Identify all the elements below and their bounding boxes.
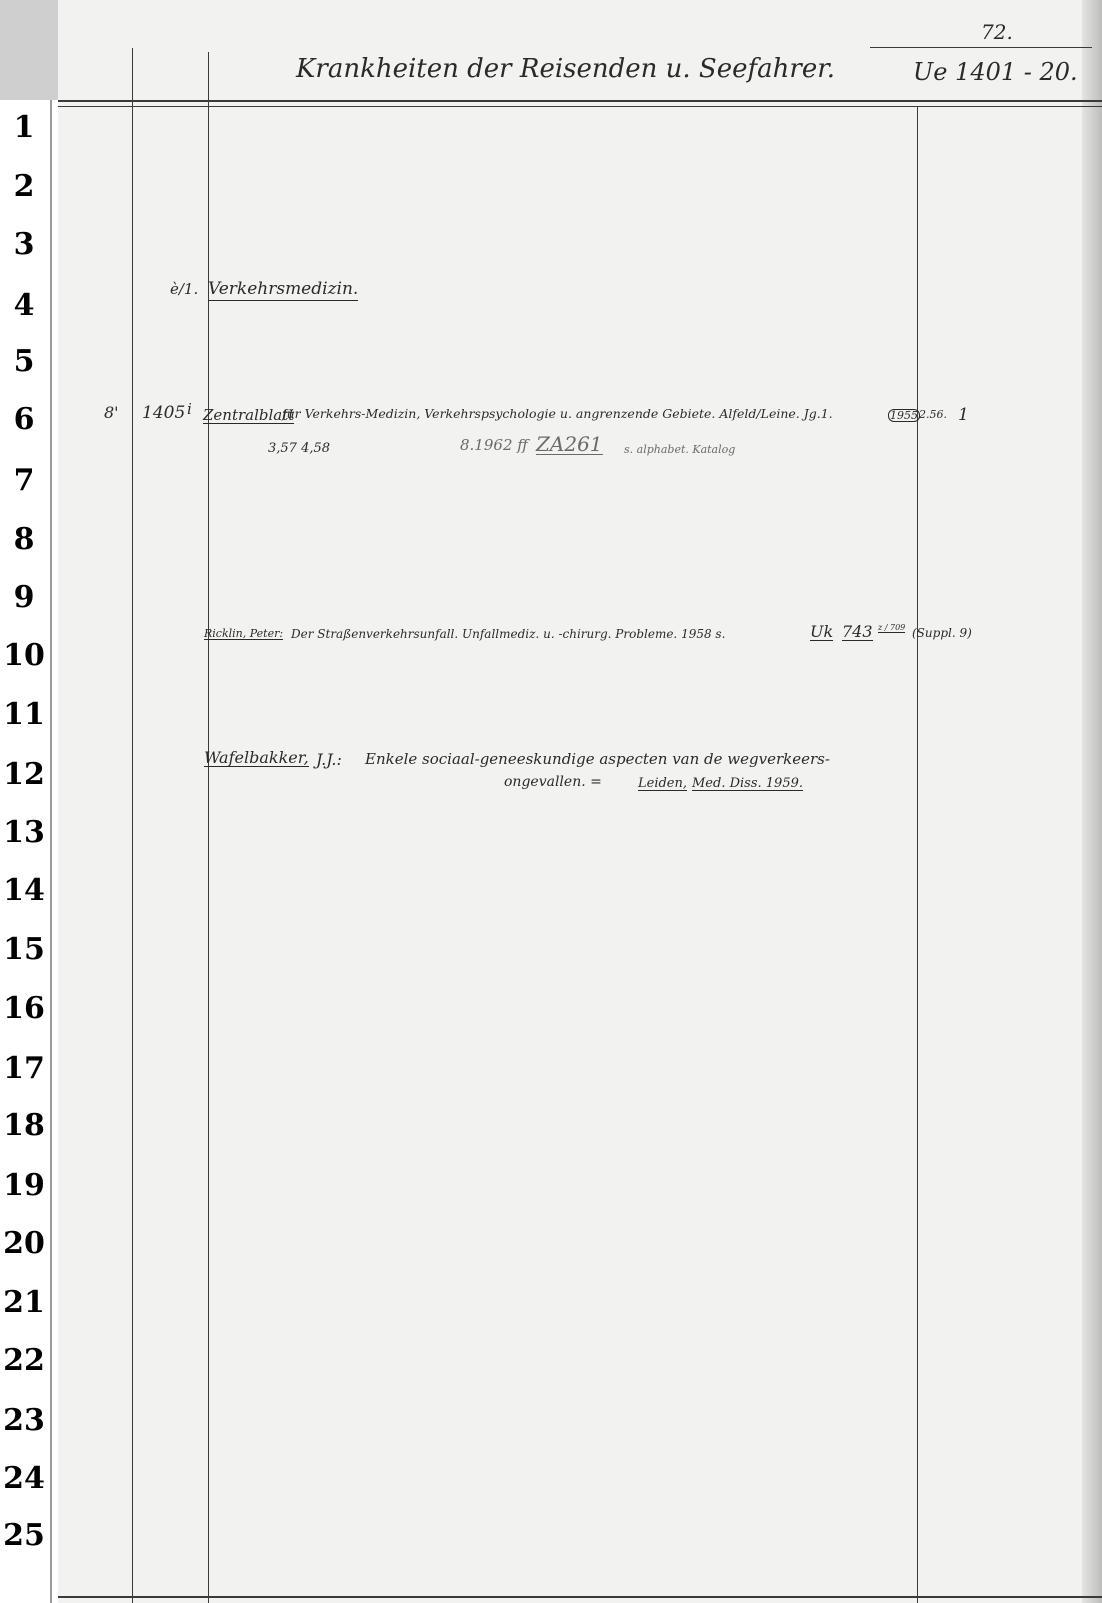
entry-format: 8': [104, 403, 119, 422]
line-number: 17: [3, 1051, 45, 1086]
line-number-gutter: [0, 100, 52, 1603]
entry-shelfmark: 1405: [142, 403, 186, 423]
footer-rule: [58, 1596, 1102, 1598]
line-number: 22: [3, 1343, 45, 1378]
header-rule-top: [58, 100, 1102, 102]
line-number: 23: [3, 1403, 45, 1438]
page-number-rule: [870, 47, 1092, 48]
entry-continuation-note: 8.1962 ff: [460, 436, 528, 454]
sheet-right-edge: [1082, 0, 1102, 1603]
entry-continuation-rest: s. alphabet. Katalog: [624, 443, 736, 456]
line-number: 5: [13, 344, 35, 379]
line-number: 13: [3, 815, 45, 850]
shelfmark-range: Ue 1401 - 20.: [913, 58, 1078, 86]
entry-title: Der Straßenverkehrsunfall. Unfallmediz. u. -chirurg. Probleme. 1958 s.: [291, 627, 726, 641]
line-number: 4: [13, 288, 35, 323]
line-number: 8: [13, 522, 35, 557]
section-prefix: è/1.: [170, 280, 199, 298]
line-number: 10: [3, 638, 45, 673]
line-number: 11: [3, 697, 45, 732]
header-rule-bottom: [58, 106, 1102, 107]
column-rule-1: [132, 48, 133, 1603]
page-number: 72.: [981, 20, 1013, 44]
line-number: 14: [3, 873, 45, 908]
entry-title-continued: ongevallen. =: [504, 774, 602, 790]
entry-author: Wafelbakker,: [204, 748, 309, 767]
entry-year: 1955: [890, 409, 918, 422]
entry-continuation-ref: ZA261: [536, 432, 603, 456]
entry-ref-fraction: z / 709: [878, 623, 906, 632]
entry-holdings-note: 3,57 4,58: [268, 441, 331, 456]
line-number: 7: [13, 463, 35, 498]
line-number: 24: [3, 1461, 45, 1496]
entry-title-rest: für Verkehrs-Medizin, Verkehrspsychologie u. angrenzende Gebiete. Alfeld/Leine. Jg.1.: [282, 406, 833, 421]
line-number: 16: [3, 991, 45, 1026]
gutter-top-shade: [0, 0, 58, 100]
column-rule-3: [917, 106, 918, 1603]
line-number: 9: [13, 580, 35, 615]
entry-author: Ricklin, Peter:: [204, 627, 284, 640]
entry-title: Enkele sociaal-geneeskundige aspecten van de wegverkeers-: [365, 750, 830, 768]
entry-ref-num: 743: [842, 622, 873, 641]
entry-mark: i: [187, 400, 192, 418]
line-number: 21: [3, 1285, 45, 1320]
line-number: 1: [13, 110, 35, 145]
entry-author-initials: J.J.:: [316, 750, 342, 769]
entry-ref: Uk: [810, 622, 834, 641]
entry-publication-place: Leiden,: [638, 776, 688, 791]
line-number: 2: [13, 169, 35, 204]
line-number: 6: [13, 402, 35, 437]
entry-title-main: Zentralblatt: [203, 406, 295, 424]
entry-year-rest: 2.56.: [919, 408, 947, 421]
entry-publication-note: Med. Diss. 1959.: [692, 776, 803, 791]
line-number: 15: [3, 932, 45, 967]
line-number: 3: [13, 227, 35, 262]
line-number: 25: [3, 1518, 45, 1553]
line-number: 20: [3, 1226, 45, 1261]
page-title: Krankheiten der Reisenden u. Seefahrer.: [296, 54, 836, 84]
section-title: Verkehrsmedizin.: [208, 279, 359, 299]
entry-supplement: (Suppl. 9): [912, 626, 972, 640]
line-number: 19: [3, 1168, 45, 1203]
entry-copies: 1: [958, 405, 969, 425]
line-number: 12: [3, 757, 45, 792]
line-number: 18: [3, 1108, 45, 1143]
ledger-sheet: [58, 0, 1102, 1603]
